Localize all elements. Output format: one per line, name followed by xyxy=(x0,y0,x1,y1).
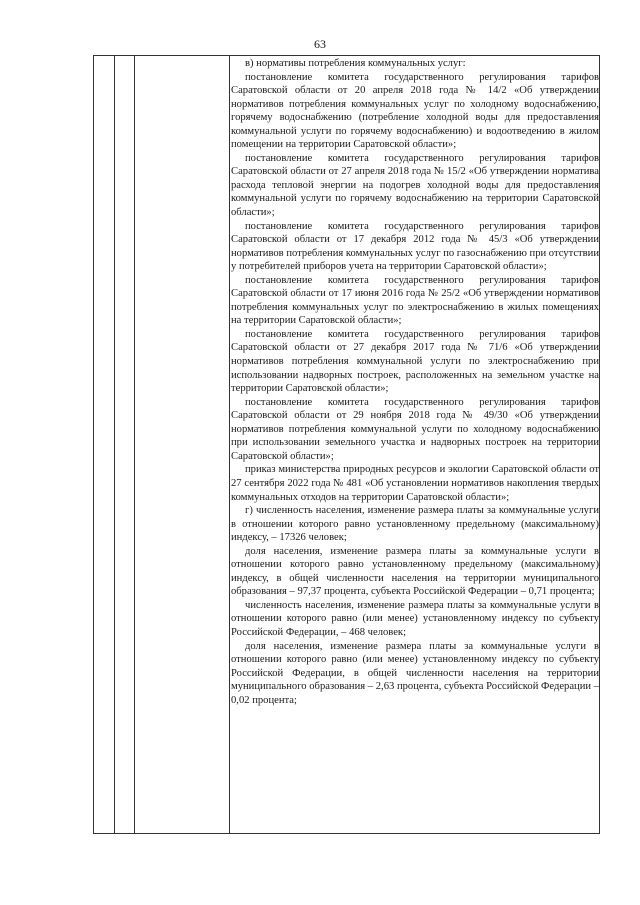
page-number: 63 xyxy=(314,37,326,51)
paragraph-population-regional-index: численность населения, изменение размера платы за коммунальные услуги в отношении которого равно (или менее) установленному индексу по субъекту Российской Федерации, – 468 человек; xyxy=(231,599,599,638)
column-divider-2 xyxy=(134,56,135,833)
paragraph-regulation-14-2: постановление комитета государственного регулирования тарифов Саратовской области от 20 апреля 2018 года № 14/2 «Об утверждении нормативов потребления коммунальных услуг по холодному водоснабжению, горячему водоснабжению (потребление холодной воды для предоставления коммунальной услуги по горячему водоснабжению) и водоотведению в жилом помещении на территории Саратовской области»; xyxy=(231,71,599,151)
paragraph-regulation-25-2: постановление комитета государственного регулирования тарифов Саратовской области от 17 июня 2016 года № 25/2 «Об утверждении нормативов потребления коммунальных услуг по электроснабжению в жилых помещениях на территории Саратовской области»; xyxy=(231,274,599,327)
paragraph-order-481: приказ министерства природных ресурсов и экологии Саратовской области от 27 сентября 2022 года № 481 «Об установлении нормативов накопления твердых коммунальных отходов на территории Саратовской области»; xyxy=(231,464,599,503)
table-cell-content xyxy=(231,57,599,707)
document-table xyxy=(93,55,600,834)
paragraph-heading-v: в) нормативы потребления коммунальных услуг: xyxy=(245,58,466,69)
paragraph-regulation-49-30: постановление комитета государственного регулирования тарифов Саратовской области от 29 ноября 2018 года № 49/30 «Об утверждении нормативов потребления коммунальной услуги по холодному водоснабжению при использовании земельного участка и надворных построек на территории Саратовской области»; xyxy=(231,396,599,462)
paragraph-regulation-45-3: постановление комитета государственного регулирования тарифов Саратовской области от 17 декабря 2012 года № 45/3 «Об утверждении нормативов потребления коммунальных услуг по газоснабжению при отсутствии у потребителей приборов учета на территории Саратовской области»; xyxy=(231,220,600,273)
paragraph-share-max-index: доля населения, изменение размера платы за коммунальные услуги в отношении которого равно установленному предельному (максимальному) индексу, в общей численности населения на территории муниципального образования – 97,37 процента, субъекта Российской Федерации – 0,71 процента; xyxy=(231,545,599,598)
paragraph-regulation-71-6: постановление комитета государственного регулирования тарифов Саратовской области от 27 декабря 2017 года № 71/6 «Об утверждении нормативов потребления коммунальной услуги по электроснабжению при использовании надворных построек, расположенных на земельном участке на территории Саратовской области»; xyxy=(231,328,599,395)
paragraph-regulation-15-2: постановление комитета государственного регулирования тарифов Саратовской области от 27 апреля 2018 года № 15/2 «Об утверждении норматива расхода тепловой энергии на подогрев холодной воды для предоставления коммунальной услуги по горячему водоснабжению на территории Саратовской области»; xyxy=(231,152,599,219)
paragraph-population-max-index: г) численность населения, изменение размера платы за коммунальные услуги в отношении которого равно установленному предельному (максимальному) индексу, – 17326 человек; xyxy=(231,505,599,544)
column-divider-3 xyxy=(229,56,230,833)
paragraph-share-regional-index: доля населения, изменение размера платы за коммунальные услуги в отношении которого равно (или менее) установленному индексу по субъекту Российской Федерации, в общей численности населения на территории муниципального образования – 2,63 процента, субъекта Российской Федерации – 0,02 процента; xyxy=(231,640,599,706)
column-divider-1 xyxy=(114,56,115,833)
